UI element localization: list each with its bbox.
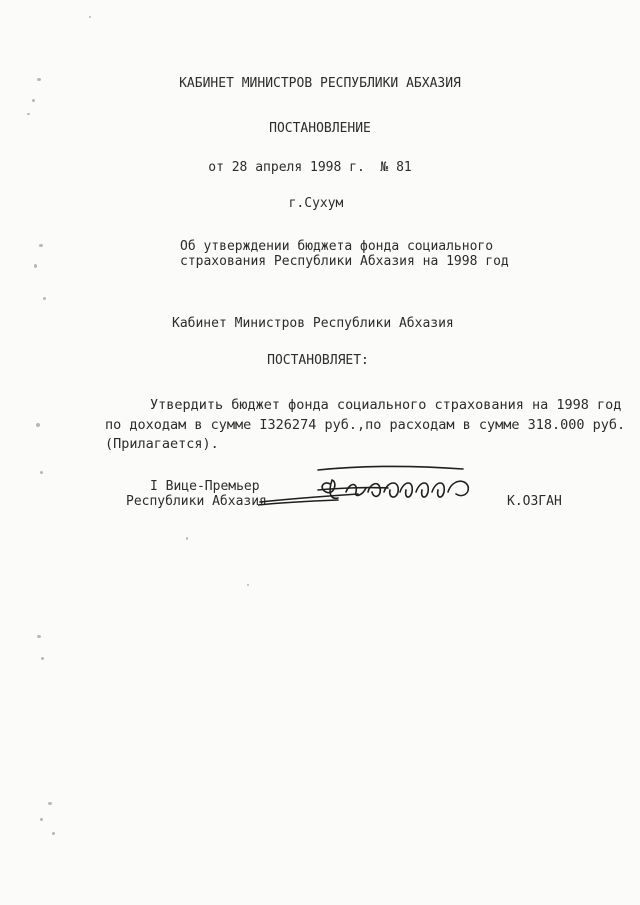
date-number: от 28 апреля 1998 г. № 81 — [208, 160, 412, 175]
scan-speck — [39, 244, 43, 247]
scan-speck — [43, 297, 46, 300]
scan-speck — [32, 99, 35, 102]
signatory-title-1: I Вице-Премьер — [150, 479, 260, 494]
place: г.Сухум — [288, 196, 344, 211]
scan-speck — [40, 471, 43, 474]
scan-speck — [48, 802, 52, 805]
scan-speck — [40, 818, 43, 821]
scan-speck — [41, 657, 44, 660]
scan-speck — [34, 264, 37, 268]
resolves-heading: ПОСТАНОВЛЯЕТ: — [267, 353, 369, 368]
signatory-name: К.ОЗГАН — [507, 494, 562, 509]
handwritten-signature — [258, 462, 483, 512]
doc-type-heading: ПОСТАНОВЛЕНИЕ — [269, 121, 371, 136]
preamble: Кабинет Министров Республики Абхазия — [172, 316, 454, 331]
paragraph-line-3: (Прилагается). — [105, 436, 219, 452]
signatory-title-2: Республики Абхазия — [126, 494, 267, 509]
scan-speck — [247, 584, 249, 586]
subject-line-2: страхования Республики Абхазия на 1998 год — [180, 254, 509, 269]
scan-speck — [89, 16, 91, 18]
subject-line-1: Об утверждении бюджета фонда социального — [180, 239, 494, 254]
scan-speck — [52, 832, 55, 835]
scan-speck — [36, 423, 40, 427]
paragraph-line-1: Утвердить бюджет фонда социального страхования на 1998 год — [150, 397, 622, 413]
scan-speck — [186, 537, 188, 540]
scan-speck — [37, 635, 41, 638]
scan-speck — [27, 113, 30, 115]
scan-speck — [37, 78, 41, 81]
org-title: КАБИНЕТ МИНИСТРОВ РЕСПУБЛИКИ АБХАЗИЯ — [179, 76, 461, 91]
paragraph-line-2: по доходам в сумме I326274 руб.,по расходам в сумме 318.000 руб. — [105, 417, 626, 433]
